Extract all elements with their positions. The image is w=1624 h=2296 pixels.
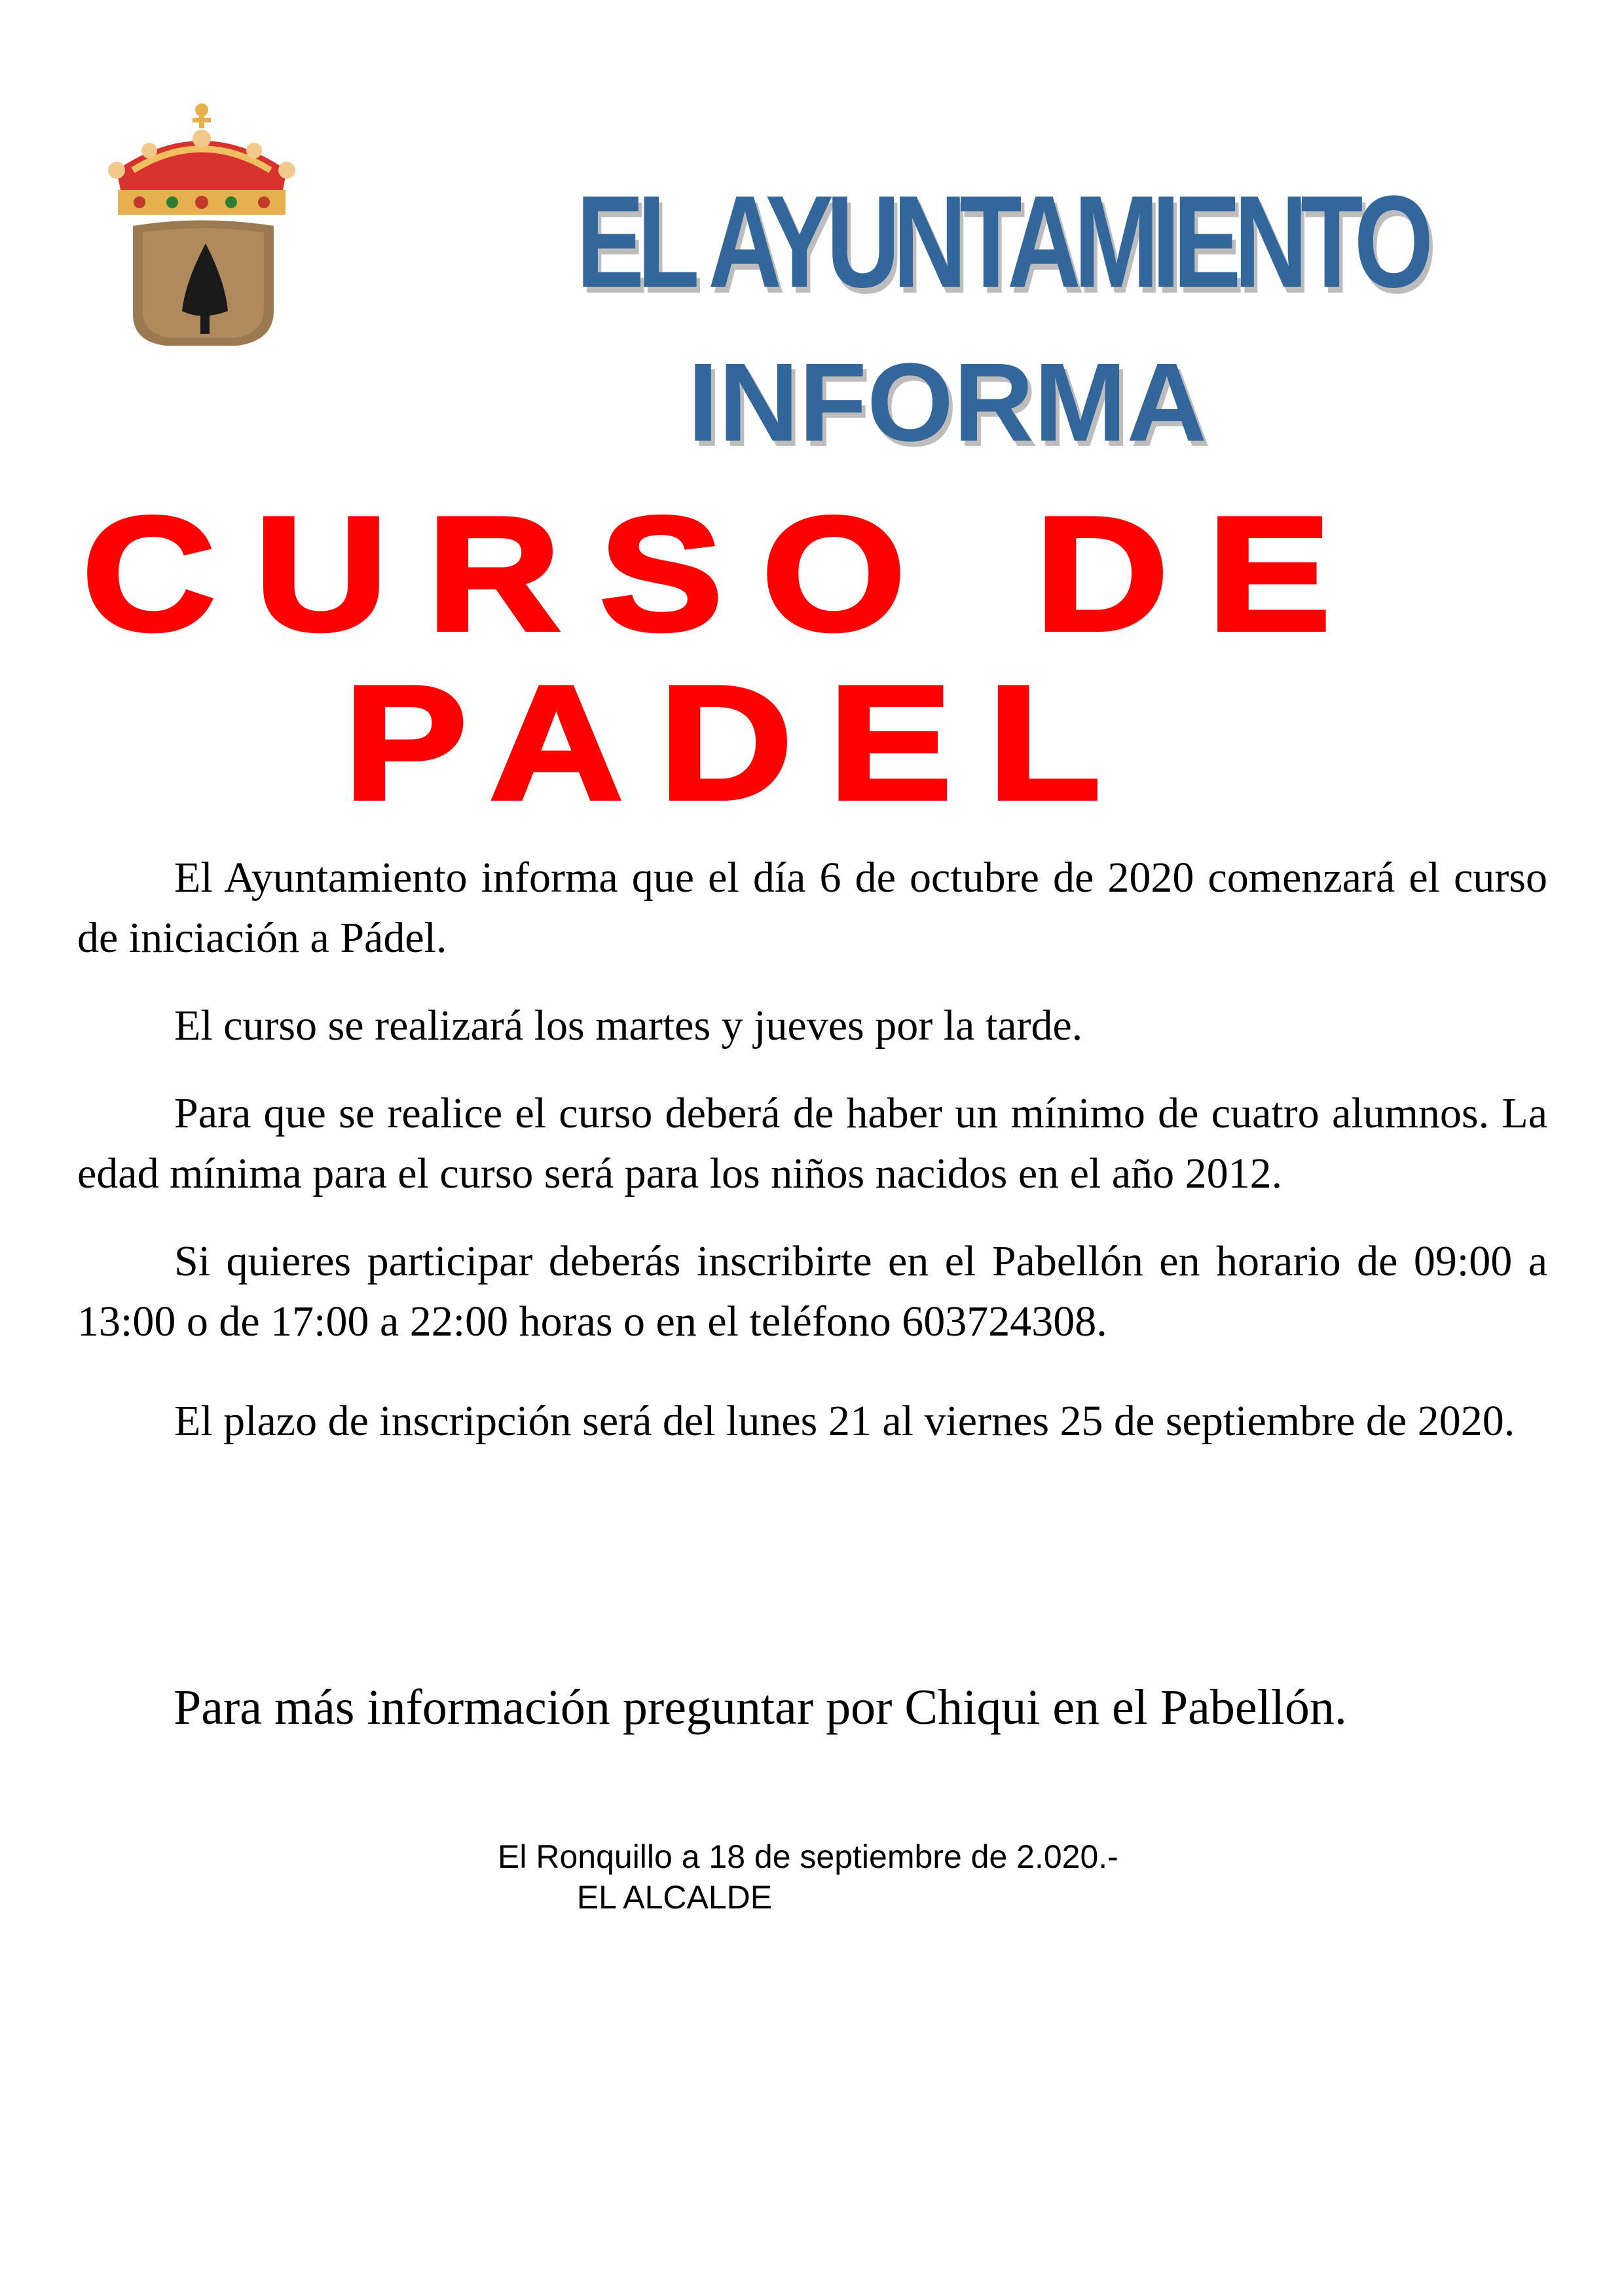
paragraph-requirements: Para que se realice el curso deberá de haber un mínimo de cuatro alumnos. La edad mínima para el curso será para los niños nacidos en el año 2012.: [77, 1089, 1547, 1197]
paragraph-start-date: El Ayuntamiento informa que el día 6 de octubre de 2020 comenzará el curso de iniciación a Pádel.: [77, 854, 1547, 962]
paragraph-schedule: El curso se realizará los martes y jueves por la tarde.: [174, 1002, 1083, 1049]
signature-block: [498, 1836, 1118, 1918]
place-date: El Ronquillo a 18 de septiembre de 2.020.-: [498, 1838, 1118, 1875]
headline-line-2: PADEL: [344, 651, 1137, 833]
notice-body: [77, 848, 1547, 1479]
shield-icon: [133, 221, 274, 346]
signer-title: EL ALCALDE: [576, 1879, 773, 1916]
header-title: EL AYUNTAMIENTO: [576, 169, 1427, 315]
headline-line-1: CURSO DE: [82, 483, 1370, 665]
paragraph-deadline: El plazo de inscripción será del lunes 21 al viernes 25 de septiembre de 2020.: [174, 1397, 1515, 1445]
more-info-text: Para más información preguntar por Chiqui en el Pabellón.: [174, 1680, 1347, 1735]
paragraph-registration: Si quieres participar deberás inscribirte en el Pabellón en horario de 09:00 a 13:00 o de 17:00 a 22:00 horas o en el teléfono 603724308.: [77, 1237, 1547, 1345]
header-subtitle: INFORMA: [688, 340, 1208, 465]
coat-of-arms-icon: [77, 98, 326, 350]
crown-icon: [108, 103, 295, 215]
